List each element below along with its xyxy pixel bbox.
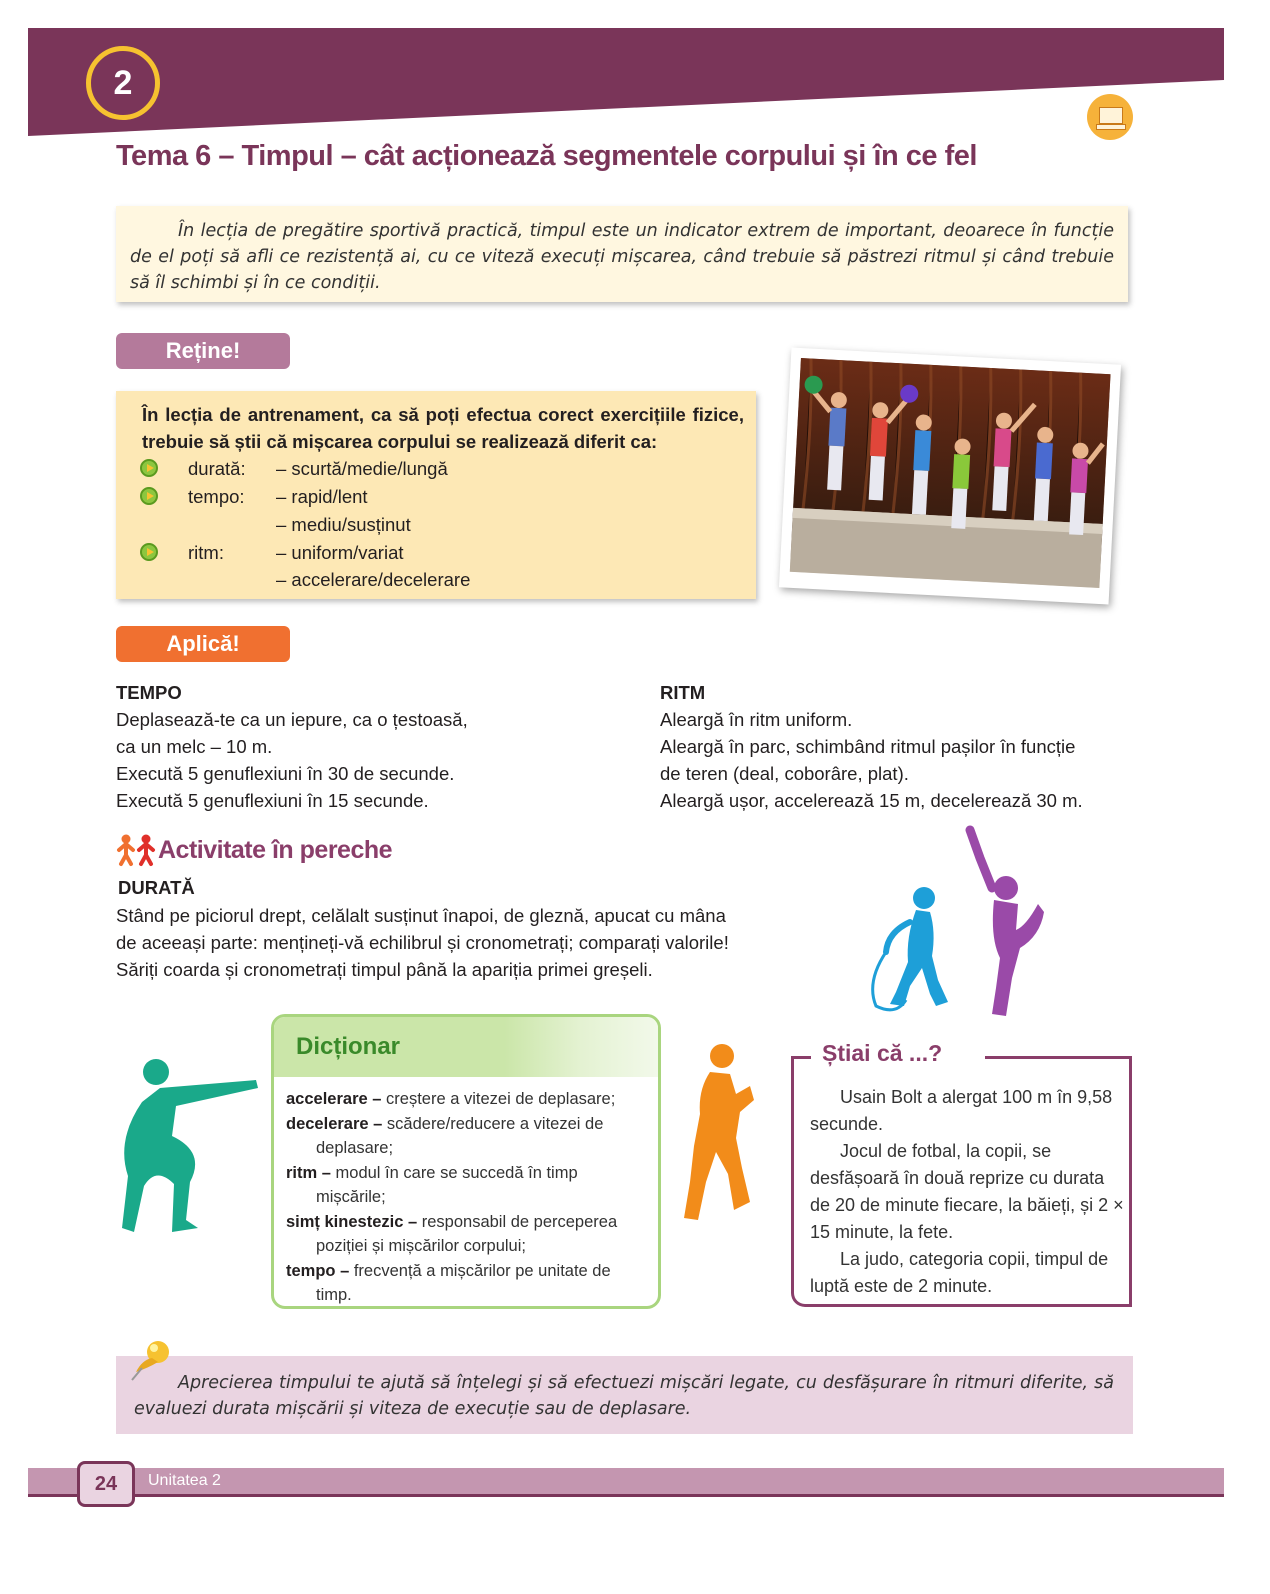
tempo-line: Execută 5 genuflexiuni în 15 secunde. — [116, 790, 429, 811]
dictionary-title: Dicționar — [296, 1033, 401, 1060]
value-tempo-1: – rapid/lent — [276, 486, 368, 507]
intro-box — [116, 206, 1128, 302]
value-tempo-2: – mediu/susținut — [276, 514, 411, 535]
stiai-title: Știai că ...? — [822, 1040, 943, 1066]
durata-line: Săriți coarda și cronometrați timpul până la apariția primei greșeli. — [116, 959, 653, 980]
tempo-line: Execută 5 genuflexiuni în 30 de secunde. — [116, 763, 455, 784]
dictionary-entry: accelerare – creștere a vitezei de deplasare; — [286, 1090, 616, 1108]
durata-list — [116, 902, 836, 983]
intro-text: În lecția de pregătire sportivă practică, timpul este un indicator extrem de important, deoarece în funcție de el poți să afli ce rezistență ai, cu ce viteză execuți mișcarea, când trebuie să păstrezi ritmul și când trebuie să îl schimbi și în ce condiții. — [130, 221, 1114, 293]
dictionary-entry: simț kinestezic – responsabil de perceperea poziției și mișcărilor corpului; — [286, 1212, 618, 1255]
tempo-heading: TEMPO — [116, 682, 182, 703]
stiai-text — [810, 1084, 1126, 1300]
tempo-line: Deplasează-te ca un iepure, ca o țestoasă, — [116, 709, 468, 730]
jump-rope-silhouette — [866, 882, 956, 1014]
retine-box — [116, 391, 756, 599]
value-ritm-2: – accelerare/decelerare — [276, 569, 471, 590]
retine-label: Reține! — [116, 333, 290, 369]
stiai-paragraph: Jocul de fotbal, la copii, se desfășoară în două reprize cu durata de 20 de minute fiecare, la băieți, și 2 × 15 minute, la fete. — [810, 1141, 1124, 1242]
stiai-paragraph: Usain Bolt a alergat 100 m în 9,58 secunde. — [810, 1087, 1113, 1134]
page-number: 24 — [77, 1461, 135, 1507]
dancers-photo — [779, 348, 1121, 605]
durata-line: Stând pe piciorul drept, celălalt susținut înapoi, de gleznă, apucat cu mâna — [116, 905, 726, 926]
durata-heading: DURATĂ — [118, 877, 195, 898]
term-ritm: ritm: — [188, 542, 224, 563]
durata-line: de aceeași parte: mențineți-vă echilibrul și cronometrați; comparați valorile! — [116, 932, 729, 953]
term-tempo: tempo: — [188, 486, 245, 507]
ritm-line: Aleargă ușor, accelerează 15 m, decelerează 30 m. — [660, 790, 1083, 811]
ritm-line: Aleargă în ritm uniform. — [660, 709, 853, 730]
tempo-line: ca un melc – 10 m. — [116, 736, 273, 757]
dictionary-list — [286, 1087, 650, 1308]
aplica-label: Aplică! — [116, 626, 290, 662]
footer-line — [28, 1494, 1224, 1497]
dictionary-entry: decelerare – scădere/reducere a vitezei de deplasare; — [286, 1114, 604, 1157]
computer-icon[interactable] — [1087, 94, 1133, 140]
pair-activity-icon — [116, 834, 158, 864]
running-silhouette — [680, 1042, 760, 1224]
bullet-play-icon — [140, 543, 158, 561]
dictionary-box — [271, 1014, 661, 1309]
value-ritm-1: – uniform/variat — [276, 542, 404, 563]
stretching-silhouette — [960, 828, 1052, 1018]
ritm-list — [660, 706, 1140, 814]
squat-silhouette — [116, 1056, 266, 1242]
tempo-list — [116, 706, 636, 814]
ritm-heading: RITM — [660, 682, 706, 703]
ritm-line: de teren (deal, coborâre, plat). — [660, 763, 909, 784]
stiai-paragraph: La judo, categoria copii, timpul de luptă este de 2 minute. — [810, 1249, 1109, 1296]
note-box — [116, 1356, 1133, 1434]
value-durata: – scurtă/medie/lungă — [276, 458, 448, 479]
dictionary-entry: tempo – frecvență a mișcărilor pe unitate de timp. — [286, 1261, 611, 1304]
activity-title: Activitate în pereche — [158, 836, 393, 864]
note-text: Aprecierea timpului te ajută să înțelegi și să efectuezi mișcări legate, cu desfășurare în ritmuri diferite, să evaluezi durata mișcării și viteza de execuție sau de deplasare. — [134, 1373, 1114, 1419]
bullet-play-icon — [140, 487, 158, 505]
term-durata: durată: — [188, 458, 246, 479]
unit-label: Unitatea 2 — [148, 1472, 221, 1489]
unit-number-badge: 2 — [86, 46, 160, 120]
ritm-line: Aleargă în parc, schimbând ritmul pașilor în funcție — [660, 736, 1076, 757]
bullet-play-icon — [140, 459, 158, 477]
pushpin-icon — [128, 1338, 176, 1382]
retine-intro: În lecția de antrenament, ca să poți efectua corect exercițiile fizice, trebuie să știi că mișcarea corpului se realizează diferit ca: — [142, 404, 744, 452]
page-title: Tema 6 – Timpul – cât acționează segmentele corpului și în ce fel — [116, 140, 977, 172]
dictionary-entry: ritm – modul în care se succedă în timp mișcările; — [286, 1163, 578, 1206]
header-band — [28, 28, 1224, 140]
